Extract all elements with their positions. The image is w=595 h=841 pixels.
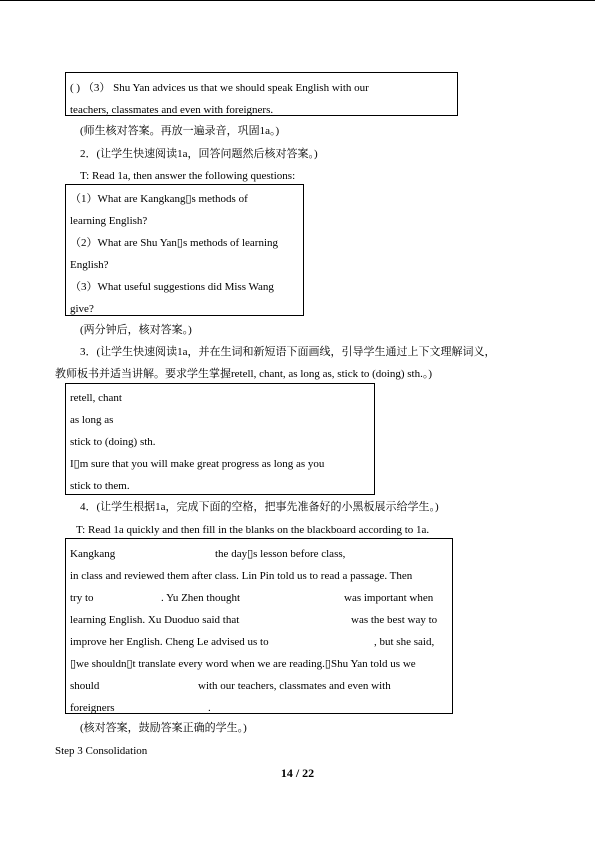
teacher-note-2: (两分钟后，核对答案。) <box>80 324 192 336</box>
vocabulary-line: retell, chant <box>70 392 122 404</box>
teacher-instruction-1: T: Read 1a, then answer the following questions: <box>80 170 296 182</box>
statement-box <box>65 72 458 116</box>
blank-text: foreigners <box>70 702 115 714</box>
blank-text: ▯we shouldn▯t translate every word when we are reading.▯Shu Yan told us we <box>70 658 416 670</box>
step-item-3-line-1: 3．(让学生快速阅读1a，并在生词和新短语下面画线，引导学生通过上下文理解词义， <box>80 346 496 358</box>
vocabulary-line: stick to them. <box>70 480 130 492</box>
blank-text: improve her English. Cheng Le advised us to <box>70 636 269 648</box>
vocabulary-line: as long as <box>70 414 114 426</box>
vocabulary-box <box>65 383 375 495</box>
blank-text: was important when <box>344 592 434 604</box>
question-line: give? <box>70 303 94 315</box>
blank-text: in class and reviewed them after class. Lin Pin told us to read a passage. Then <box>70 570 413 582</box>
fill-blanks-box <box>65 538 453 714</box>
questions-box <box>65 184 304 316</box>
blank-text: with our teachers, classmates and even with <box>198 680 391 692</box>
blank-text: , but she said, <box>374 636 435 648</box>
blank-text: . <box>208 702 211 714</box>
statement-line-1: ( ) （3） Shu Yan advices us that we should speak English with our <box>70 82 369 94</box>
blank-text: try to <box>70 592 94 604</box>
blank-text: was the best way to <box>351 614 438 626</box>
blank-text: Kangkang <box>70 548 116 560</box>
question-line: English? <box>70 259 109 271</box>
top-rule <box>0 0 595 1</box>
teacher-instruction-2: T: Read 1a quickly and then fill in the blanks on the blackboard according to 1a. <box>76 524 430 536</box>
question-line: （2）What are Shu Yan▯s methods of learning <box>70 237 278 249</box>
blank-text: learning English. Xu Duoduo said that <box>70 614 240 626</box>
question-line: learning English? <box>70 215 148 227</box>
blank-text: the day▯s lesson before class, <box>215 548 346 560</box>
step-item-4: 4．(让学生根据1a，完成下面的空格，把事先准备好的小黑板展示给学生。) <box>80 501 439 513</box>
blank-text: should <box>70 680 100 692</box>
question-line: （3）What useful suggestions did Miss Wang <box>70 281 274 293</box>
blank-text: . Yu Zhen thought <box>161 592 241 604</box>
teacher-note-3: (核对答案，鼓励答案正确的学生。) <box>80 722 247 734</box>
step-item-2: 2．(让学生快速阅读1a，回答问题然后核对答案。) <box>80 148 318 160</box>
teacher-note-1: (师生核对答案。再放一遍录音，巩固1a。) <box>80 125 280 137</box>
vocabulary-line: stick to (doing) sth. <box>70 436 156 448</box>
step-item-3-line-2: 教师板书并适当讲解。要求学生掌握retell, chant, as long as, stick to (doing) sth.。) <box>55 368 433 380</box>
vocabulary-line: I▯m sure that you will make great progress as long as you <box>70 458 325 470</box>
page-number: 14 / 22 <box>280 766 315 780</box>
statement-line-2: teachers, classmates and even with foreigners. <box>70 104 274 116</box>
question-line: （1）What are Kangkang▯s methods of <box>70 193 248 205</box>
step-heading: Step 3 Consolidation <box>55 745 148 757</box>
